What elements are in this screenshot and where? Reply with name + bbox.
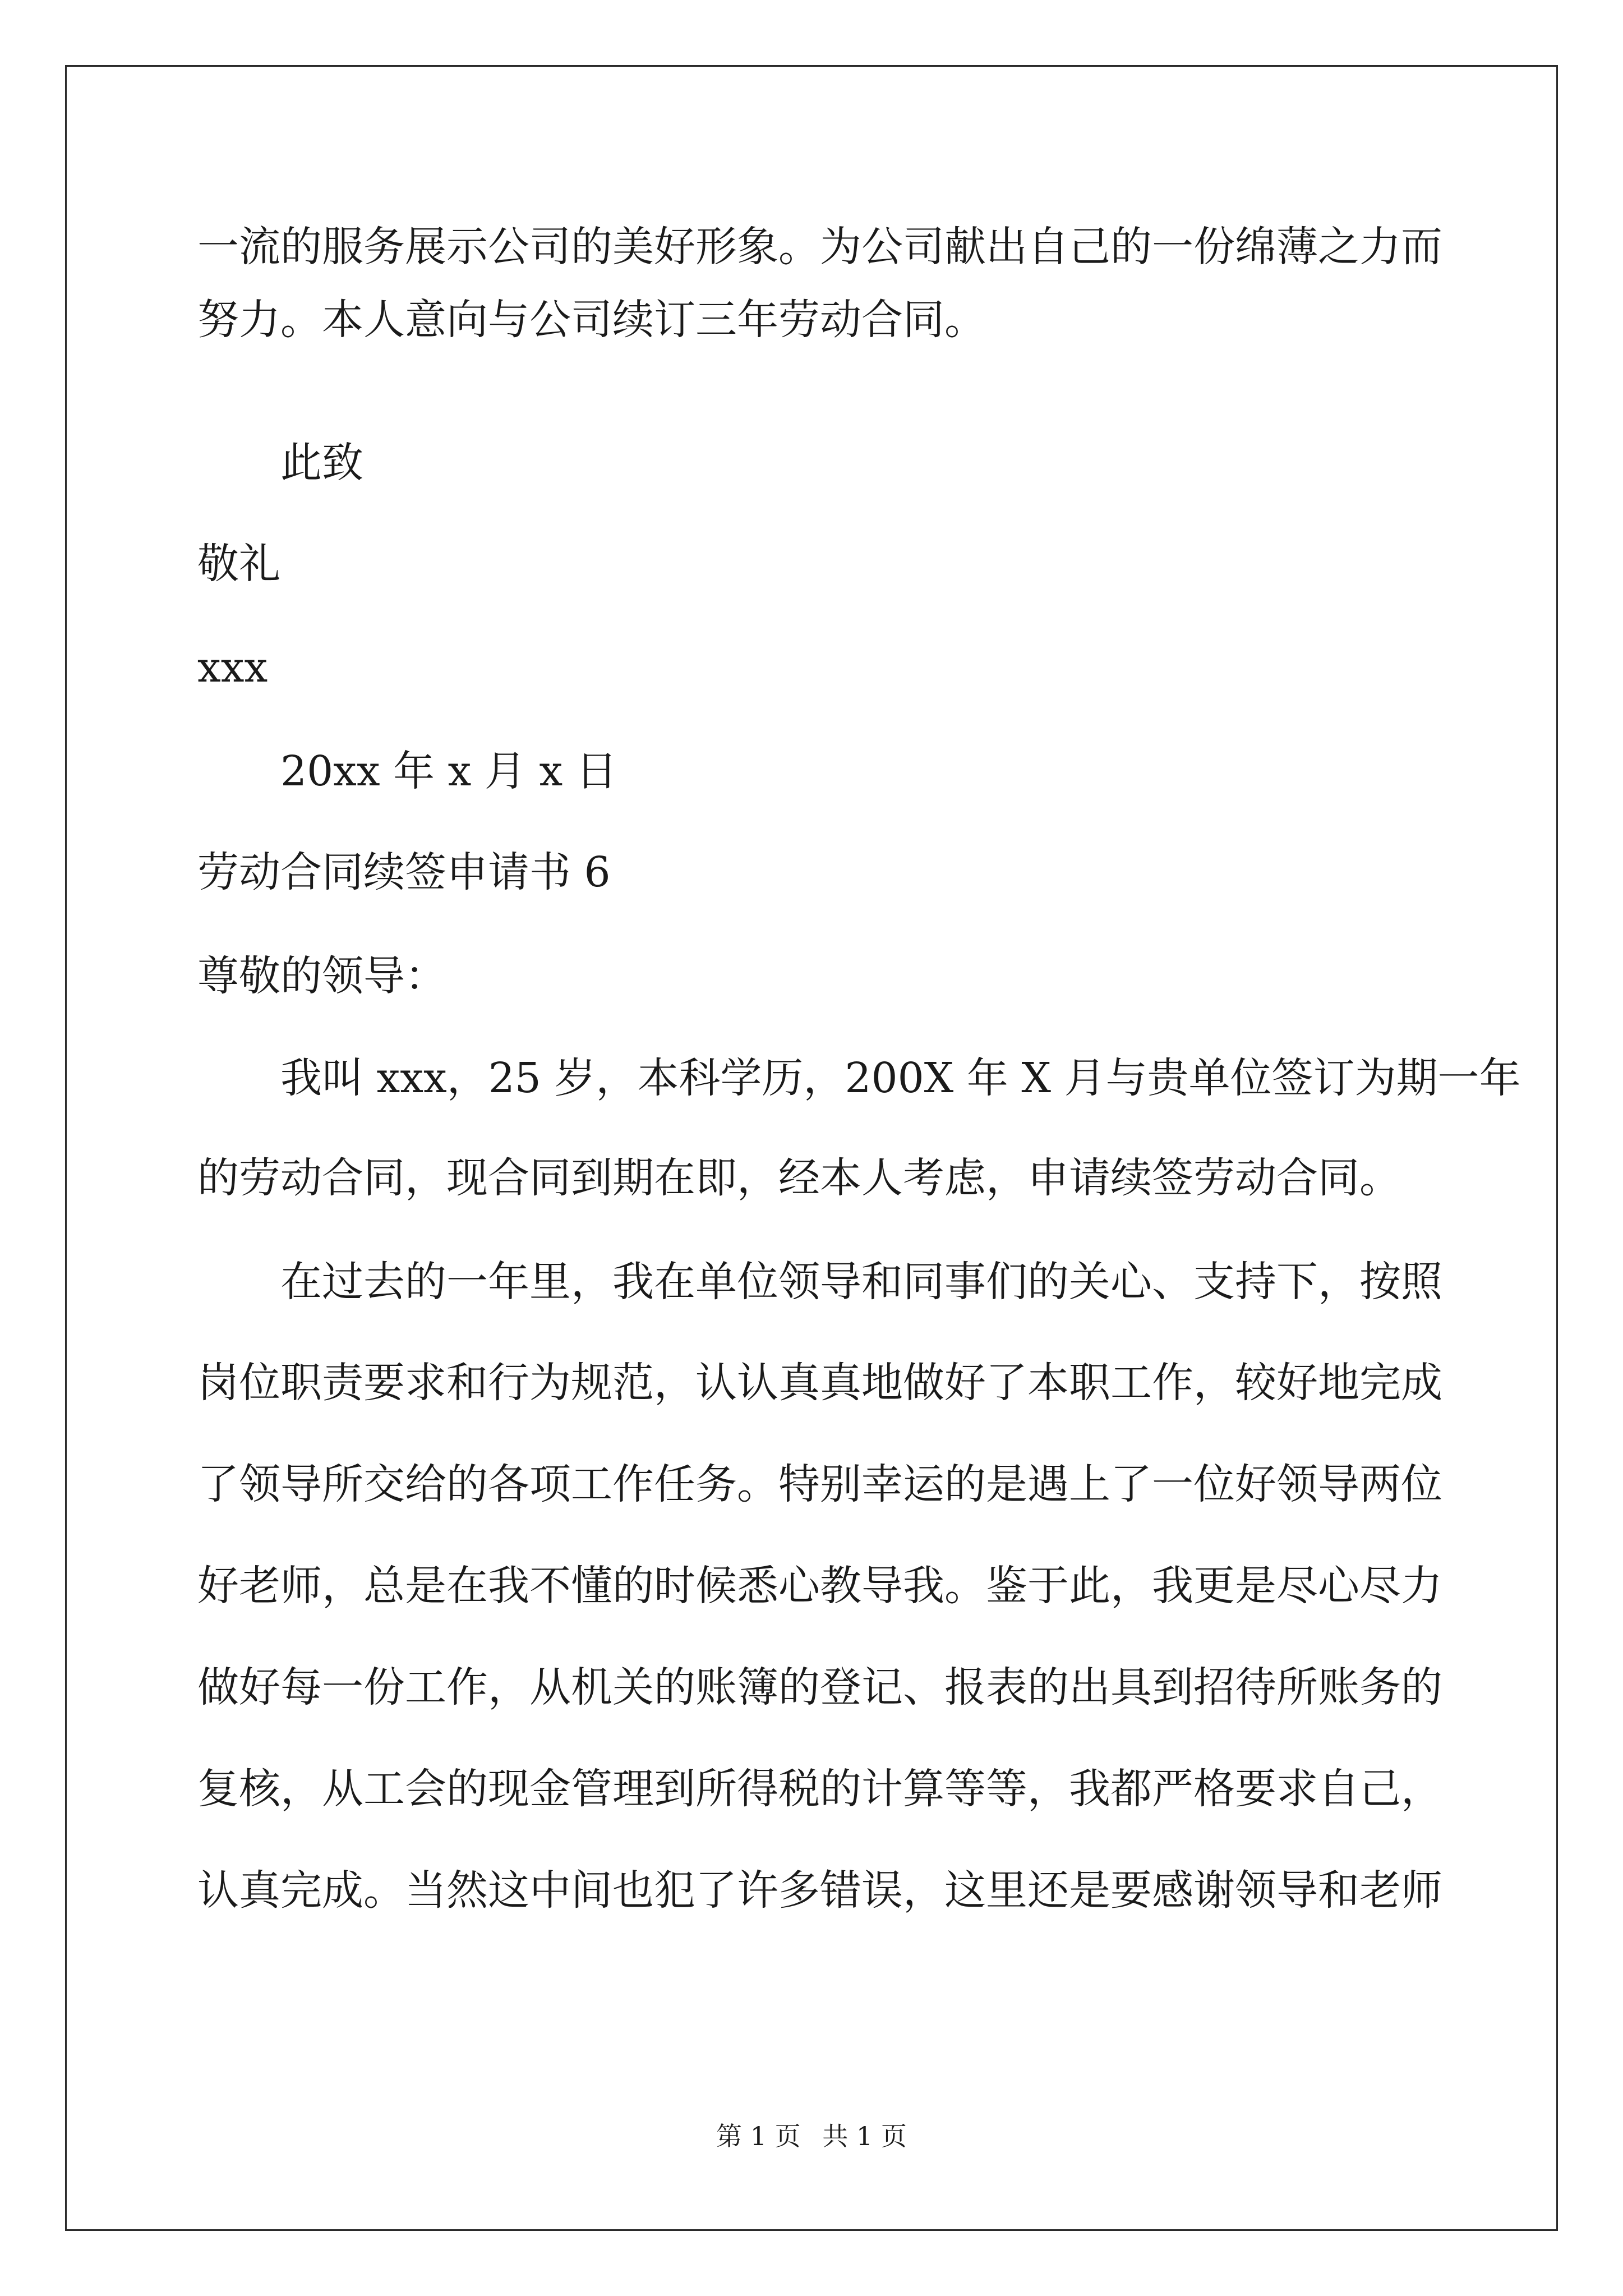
signature-name: xxx — [197, 643, 268, 692]
salutation-cizhi: 此致 — [280, 439, 363, 487]
text-line: 在过去的一年里，我在单位领导和同事们的关心、支持下，按照 — [280, 1258, 1442, 1306]
text-line: 的劳动合同，现合同到期在即，经本人考虑，申请续签劳动合同。 — [197, 1154, 1401, 1202]
section-title: 劳动合同续签申请书 6 — [197, 848, 611, 896]
signature-date: 20xx 年 x 月 x 日 — [280, 747, 617, 795]
greeting: 尊敬的领导： — [197, 952, 446, 1000]
text-line: 努力。本人意向与公司续订三年劳动合同。 — [197, 296, 986, 344]
text-line: 复核，从工会的现金管理到所得税的计算等等，我都严格要求自己， — [197, 1765, 1442, 1813]
text-line: 做好每一份工作，从机关的账簿的登记、报表的出具到招待所账务的 — [197, 1663, 1442, 1711]
page-total: 共 1 页 — [822, 2121, 907, 2151]
page-number: 第 1 页 — [716, 2121, 801, 2151]
text-line: 好老师，总是在我不懂的时候悉心教导我。鉴于此，我更是尽心尽力 — [197, 1562, 1442, 1610]
text-line: 岗位职责要求和行为规范，认认真真地做好了本职工作，较好地完成 — [197, 1359, 1442, 1407]
text-line: 一流的服务展示公司的美好形象。为公司献出自己的一份绵薄之力而 — [197, 223, 1442, 271]
page-footer — [0, 2119, 1623, 2153]
text-line: 我叫 xxx，25 岁，本科学历，200X 年 X 月与贵单位签订为期一年 — [280, 1054, 1521, 1102]
text-line: 了领导所交给的各项工作任务。特别幸运的是遇上了一位好领导两位 — [197, 1460, 1442, 1508]
salutation-jingli: 敬礼 — [197, 540, 280, 588]
text-line: 认真完成。当然这中间也犯了许多错误，这里还是要感谢领导和老师 — [197, 1866, 1442, 1915]
